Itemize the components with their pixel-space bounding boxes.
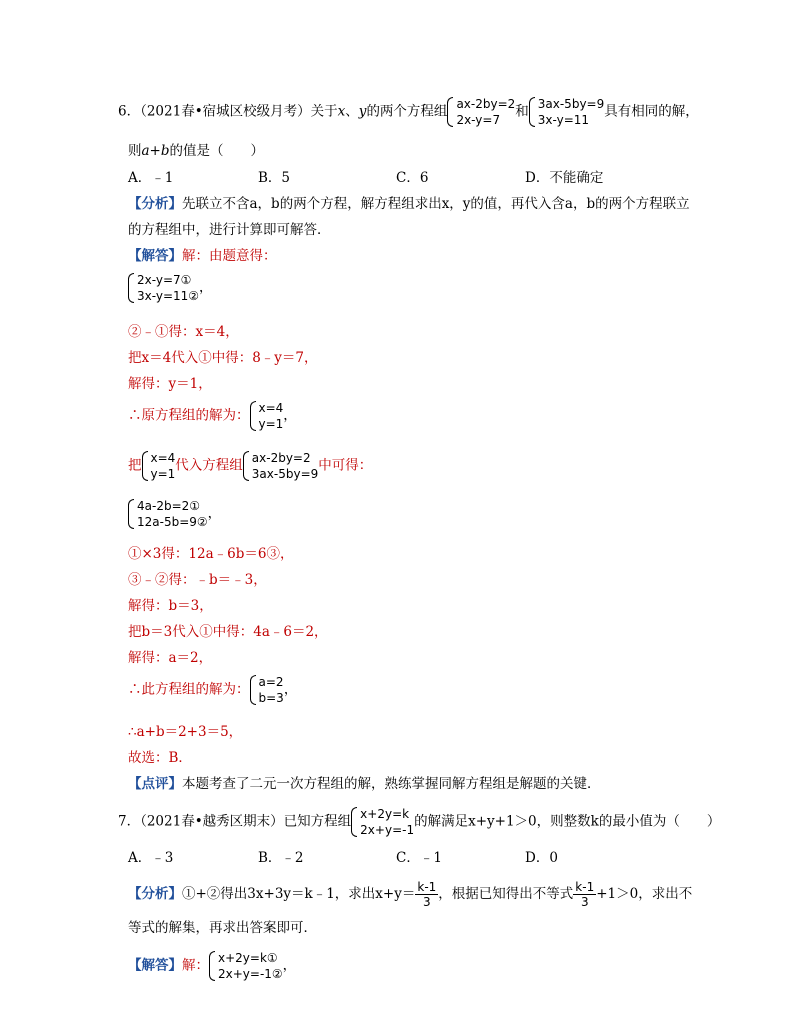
q6-system-a <box>128 272 213 304</box>
step: ∴原方程组的解为： <box>128 407 250 424</box>
fraction-denominator: 3 <box>423 895 431 909</box>
q6-substitute <box>128 450 372 482</box>
comma: ， <box>207 505 222 522</box>
q6-comment <box>128 774 601 794</box>
equation: x+2y=k① <box>218 951 278 965</box>
step: 把x＝4代入①中得：8﹣y＝7， <box>128 350 318 366</box>
step: ∴a+b＝2+3＝5， <box>128 724 243 740</box>
fraction <box>573 880 596 909</box>
comment-tag: 【点评】 <box>128 776 182 792</box>
equation: 3ax-5by=9 <box>251 467 319 481</box>
q7-stem-suffix: 的解满足x+y+1＞0，则整数k的最小值为（ ） <box>414 813 721 830</box>
equation: 3x-y=11 <box>537 113 590 127</box>
step: 故选：B． <box>128 750 192 766</box>
q6-solution-ab <box>128 674 297 706</box>
step: 解得：y＝1， <box>128 376 212 392</box>
step: ①×3得：12a﹣6b＝6③， <box>128 546 294 562</box>
equation: 12a-5b=9② <box>137 515 208 529</box>
q7-stem-prefix: 7．（2021春•越秀区期末）已知方程组 <box>118 813 352 830</box>
equation: 2x-y=7 <box>456 113 501 127</box>
answer-text: 解：由题意得： <box>182 248 277 264</box>
q7-answer <box>128 950 296 982</box>
equation: 4a-2b=2① <box>137 499 201 513</box>
q7-stem-line1 <box>118 806 720 838</box>
analysis-text: ，根据已知得出不等式 <box>438 886 574 902</box>
step: 把b＝3代入①中得：4a﹣6＝2， <box>128 624 328 640</box>
equation-system <box>250 674 284 706</box>
equation: y=1 <box>150 467 176 481</box>
equation: x+2y=k <box>360 807 410 821</box>
q6-expr: a+b <box>141 143 170 159</box>
equation: 2x-y=7① <box>137 273 192 287</box>
answer-tag: 【解答】 <box>128 957 182 974</box>
q6-system-2 <box>529 96 604 128</box>
option-a: A．﹣1 <box>128 170 174 186</box>
equation: 3x-y=11② <box>137 289 200 303</box>
equation: x=4 <box>150 451 176 465</box>
comma: ， <box>283 407 297 424</box>
q6-var-y: y <box>358 103 367 120</box>
step: 中可得： <box>318 457 373 474</box>
q6-solution-xy <box>128 400 297 432</box>
analysis-text: 等式的解集，再求出答案即可． <box>128 920 317 936</box>
q6-analysis-line2 <box>128 220 331 240</box>
equation: ax-2by=2 <box>251 451 311 465</box>
equation: 2x+y=-1 <box>360 823 415 837</box>
equation-system <box>243 450 318 482</box>
option-d: D．0 <box>525 850 558 866</box>
step: 解得：b＝3， <box>128 598 213 614</box>
option-b: B．﹣2 <box>258 850 304 866</box>
q6-stem-line1 <box>118 96 699 128</box>
q6-stem2-pre: 则 <box>128 143 142 159</box>
q6-system-1 <box>447 96 515 128</box>
equation: 3ax-5by=9 <box>537 97 605 111</box>
fraction-denominator: 3 <box>580 895 589 909</box>
equation: b=3 <box>258 691 284 705</box>
equation-system <box>142 450 176 482</box>
option-c: C．6 <box>396 170 429 186</box>
equation: 2x+y=-1② <box>218 967 283 981</box>
q6-sep: 、 <box>345 103 359 120</box>
q6-stem-mid: 的两个方程组 <box>366 103 448 120</box>
comma: ， <box>199 279 213 296</box>
equation-system <box>209 950 283 982</box>
analysis-tag: 【分析】 <box>128 196 182 212</box>
q6-stem-line2 <box>128 141 264 161</box>
step: 把 <box>128 457 142 474</box>
equation: ax-2by=2 <box>456 97 516 111</box>
comment-text: 本题考查了二元一次方程组的解，熟练掌握同解方程组是解题的关键． <box>182 776 601 792</box>
q6-analysis-line1 <box>128 194 690 214</box>
analysis-text: ①+②得出3x+3y＝k﹣1，求出x+y＝ <box>182 886 416 902</box>
option-d: D．不能确定 <box>525 170 604 186</box>
step: ∴此方程组的解为： <box>128 681 250 698</box>
step: ③﹣②得：﹣b＝﹣3， <box>128 572 267 588</box>
analysis-text: +1＞0，求出不 <box>596 886 693 902</box>
option-c: C．﹣1 <box>396 850 442 866</box>
option-a: A．﹣3 <box>128 850 174 866</box>
analysis-text: 先联立不含a，b的两个方程，解方程组求出x，y的值，再代入含a，b的两个方程联立 <box>182 196 690 212</box>
fraction-numerator: k-1 <box>575 880 595 894</box>
option-b: B．5 <box>258 170 291 186</box>
step: 代入方程组 <box>175 457 243 474</box>
q6-var-x: x <box>337 103 346 120</box>
q7-system-1 <box>351 806 414 838</box>
fraction <box>415 880 438 909</box>
equation-system <box>128 498 208 530</box>
step: ②﹣①得：x＝4， <box>128 324 239 340</box>
equation-system <box>250 400 284 432</box>
answer-tag: 【解答】 <box>128 248 182 264</box>
analysis-text: 的方程组中，进行计算即可解答． <box>128 222 331 238</box>
q6-and: 和 <box>515 103 529 120</box>
equation: a=2 <box>258 675 284 689</box>
comma: ， <box>283 681 298 698</box>
q6-answer-intro <box>128 246 277 266</box>
q6-stem-suffix: 具有相同的解， <box>604 103 699 120</box>
analysis-tag: 【分析】 <box>128 886 182 902</box>
q6-stem2-post: 的值是（ ） <box>169 143 265 159</box>
equation: y=1 <box>258 417 284 431</box>
equation-system <box>128 272 199 304</box>
equation: x=4 <box>258 401 284 415</box>
q7-analysis-line1 <box>128 880 692 909</box>
q6-system-e <box>128 498 221 530</box>
q6-stem-prefix: 6．（2021春•宿城区校级月考）关于 <box>118 103 338 120</box>
comma: ， <box>282 957 297 974</box>
fraction-numerator: k-1 <box>417 880 437 894</box>
answer-text: 解： <box>182 957 209 974</box>
step: 解得：a＝2， <box>128 650 213 666</box>
